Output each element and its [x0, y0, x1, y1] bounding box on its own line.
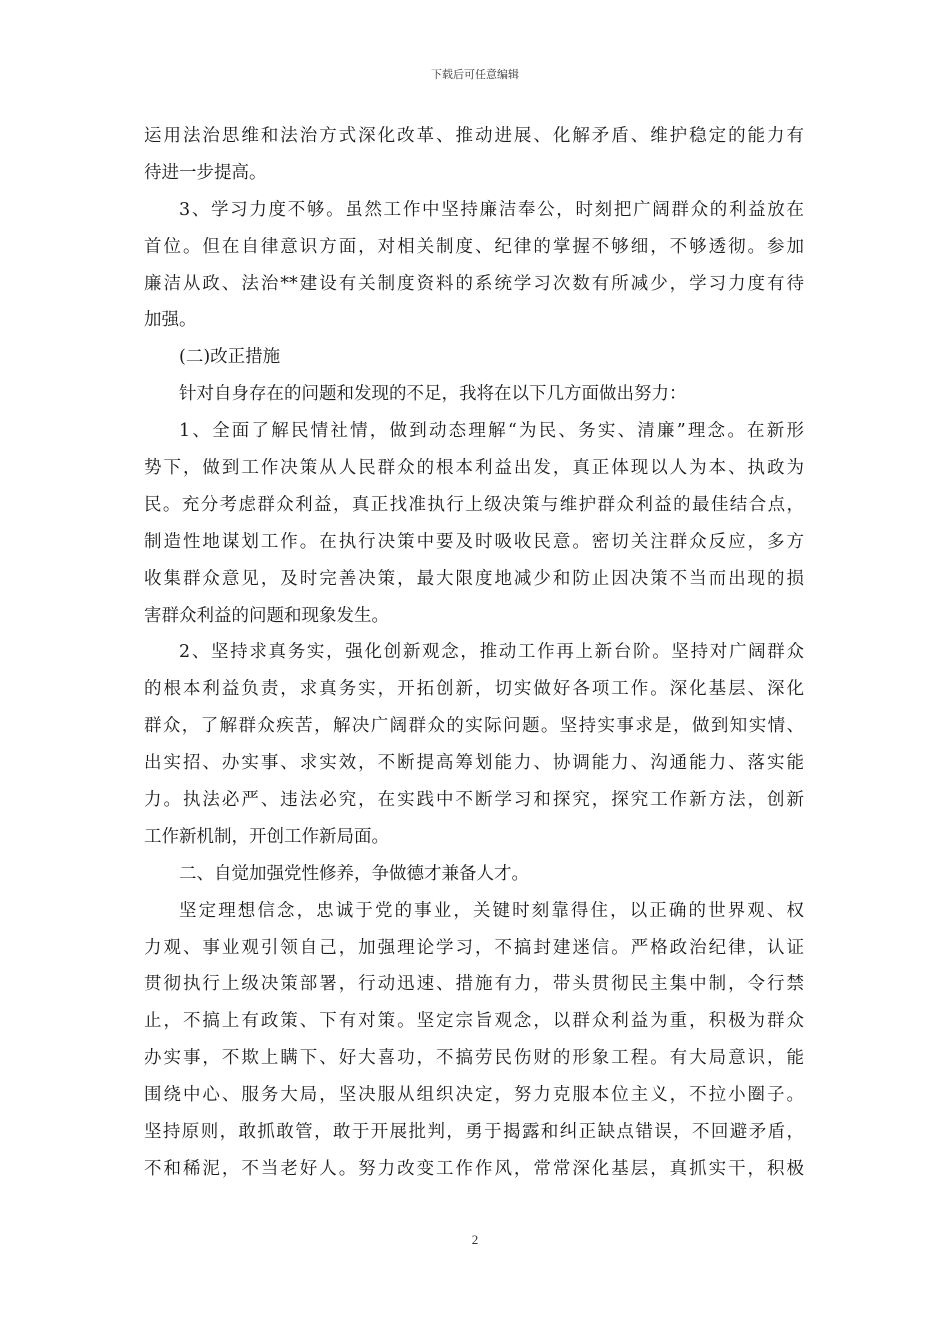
text-line: 首位。但在自律意识方面，对相关制度、纪律的掌握不够细，不够透彻。参加	[144, 236, 804, 257]
text-line: 贯彻执行上级决策部署，行动迅速、措施有力，带头贯彻民主集中制，令行禁	[144, 974, 804, 995]
text-line: 2、坚持求真务实，强化创新观念，推动工作再上新台阶。坚持对广阔群众	[179, 642, 804, 663]
section-heading: (二)改正措施	[179, 347, 281, 368]
text-line: 不和稀泥，不当老好人。努力改变工作作风，常常深化基层，真抓实干，积极	[144, 1158, 804, 1179]
text-line: 力观、事业观引领自己，加强理论学习，不搞封建迷信。严格政治纪律，认证	[144, 937, 804, 958]
text-line: 加强。	[144, 310, 197, 331]
text-line: 群众，了解群众疾苦，解决广阔群众的实际问题。坚持实事求是，做到知实情、	[144, 716, 804, 737]
text-line: 3、学习力度不够。虽然工作中坚持廉洁奉公，时刻把广阔群众的利益放在	[179, 199, 804, 220]
text-line: 待进一步提高。	[144, 162, 267, 183]
text-line: 出实招、办实事、求实效，不断提高筹划能力、协调能力、沟通能力、落实能	[144, 753, 804, 774]
text-line: 止，不搞上有政策、下有对策。坚定宗旨观念，以群众利益为重，积极为群众	[144, 1011, 804, 1032]
text-line: 廉洁从政、法治**建设有关制度资料的系统学习次数有所减少，学习力度有待	[144, 273, 804, 294]
text-line: 害群众利益的问题和现象发生。	[144, 605, 389, 626]
text-line: 的根本利益负责，求真务实，开拓创新，切实做好各项工作。深化基层、深化	[144, 679, 804, 700]
text-line: 制造性地谋划工作。在执行决策中要及时吸收民意。密切关注群众反应，多方	[144, 531, 804, 552]
text-line: 收集群众意见，及时完善决策，最大限度地减少和防止因决策不当而出现的损	[144, 568, 804, 589]
text-line: 势下，做到工作决策从人民群众的根本利益出发，真正体现以人为本、执政为	[144, 458, 804, 479]
text-line: 办实事，不欺上瞒下、好大喜功，不搞劳民伤财的形象工程。有大局意识，能	[144, 1048, 804, 1069]
text-line: 坚定理想信念，忠诚于党的事业，关键时刻靠得住，以正确的世界观、权	[179, 900, 804, 921]
text-line: 力。执法必严、违法必究，在实践中不断学习和探究，探究工作新方法，创新	[144, 790, 804, 811]
text-line: 运用法治思维和法治方式深化改革、推动进展、化解矛盾、维护稳定的能力有	[144, 126, 804, 146]
document-body	[144, 118, 804, 1188]
page-number: 2	[471, 1232, 479, 1247]
text-line: 坚持原则，敢抓敢管，敢于开展批判，勇于揭露和纠正缺点错误，不回避矛盾，	[144, 1122, 804, 1143]
text-line: 针对自身存在的问题和发现的不足，我将在以下几方面做出努力：	[179, 384, 687, 405]
text-line: 围绕中心、服务大局，坚决服从组织决定，努力克服本位主义，不拉小圈子。	[144, 1085, 804, 1106]
text-line: 工作新机制，开创工作新局面。	[144, 826, 389, 847]
section-heading: 二、自觉加强党性修养，争做德才兼备人才。	[179, 863, 529, 884]
page-header: 下载后可任意编辑	[431, 68, 519, 81]
text-line: 1、全面了解民情社情，做到动态理解“为民、务实、清廉”理念。在新形	[179, 421, 804, 442]
text-line: 民。充分考虑群众利益，真正找准执行上级决策与维护群众利益的最佳结合点，	[144, 494, 804, 515]
